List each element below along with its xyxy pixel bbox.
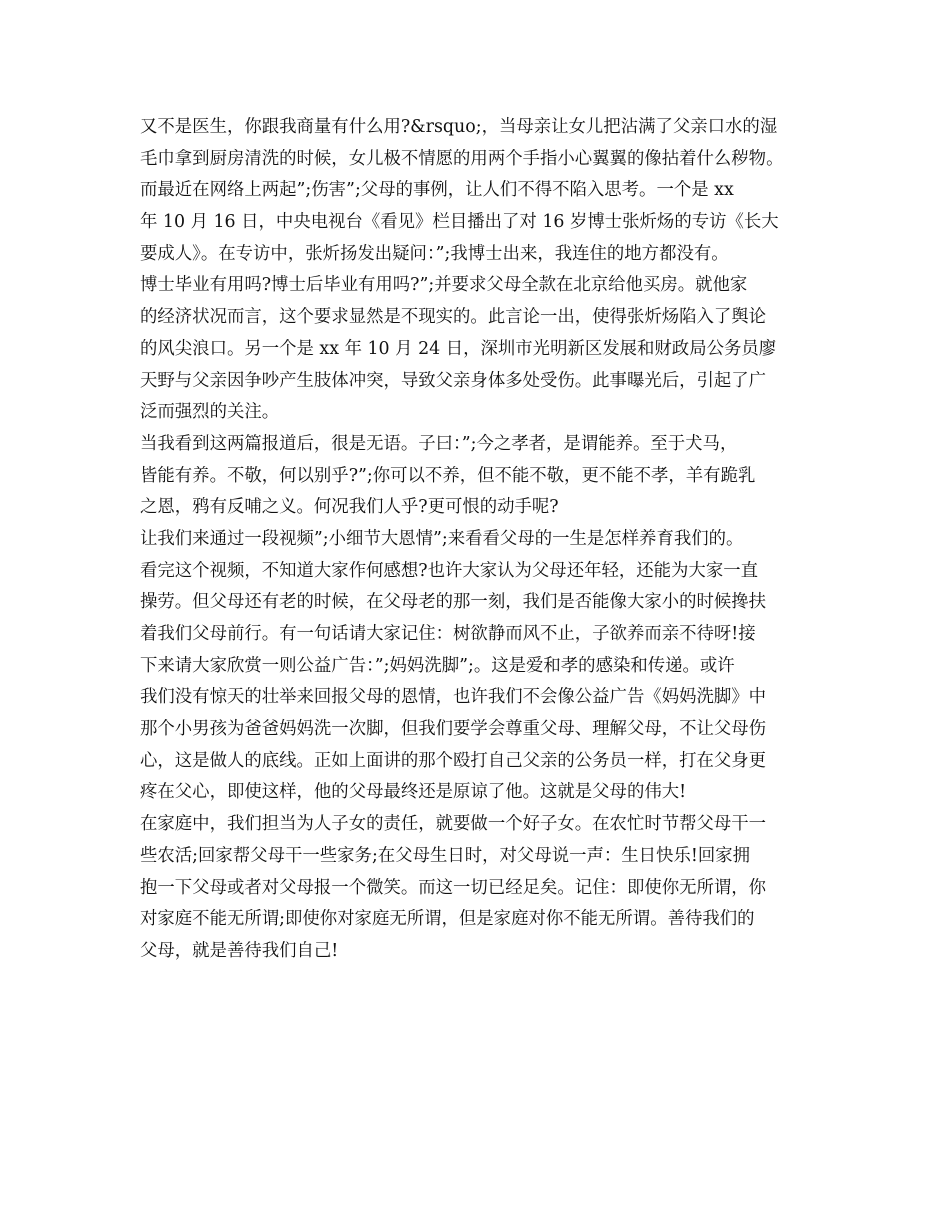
text-line: 而最近在网络上两起”;伤害”;父母的事例，让人们不得不陷入思考。一个是 xx bbox=[140, 180, 734, 201]
text-line: 的经济状况而言，这个要求显然是不现实的。此言论一出，使得张炘炀陷入了舆论 bbox=[140, 307, 767, 328]
text-line: 操劳。但父母还有老的时候，在父母老的那一刻，我们是否能像大家小的时候搀扶 bbox=[140, 592, 767, 613]
text-line: 疼在父心，即使这样，他的父母最终还是原谅了他。这就是父母的伟大! bbox=[140, 782, 687, 803]
text-line: 的风尖浪口。另一个是 xx 年 10 月 24 日，深圳市光明新区发展和财政局公务员廖 bbox=[140, 338, 777, 359]
text-line: 抱一下父母或者对父母报一个微笑。而这一切已经足矣。记住：即使你无所谓，你 bbox=[140, 877, 767, 898]
text-line: 泛而强烈的关注。 bbox=[140, 402, 280, 423]
text-line: 在家庭中，我们担当为人子女的责任，就要做一个好子女。在农忙时节帮父母干一 bbox=[140, 814, 767, 835]
text-line: 毛巾拿到厨房清洗的时候，女儿极不情愿的用两个手指小心翼翼的像拈着什么秽物。 bbox=[140, 148, 784, 169]
text-line: 对家庭不能无所谓;即使你对家庭无所谓，但是家庭对你不能无所谓。善待我们的 bbox=[140, 909, 755, 930]
text-line: 皆能有养。不敬，何以别乎?”;你可以不养，但不能不敬，更不能不孝，羊有跪乳 bbox=[140, 465, 756, 486]
text-line: 父母，就是善待我们自己! bbox=[140, 940, 339, 961]
text-line: 看完这个视频，不知道大家作何感想?也许大家认为父母还年轻，还能为大家一直 bbox=[140, 560, 758, 581]
body-text bbox=[140, 112, 820, 968]
text-line: 着我们父母前行。有一句话请大家记住：树欲静而风不止，子欲养而亲不待呀!接 bbox=[140, 624, 756, 644]
text-line: 又不是医生，你跟我商量有什么用?&rsquo;，当母亲让女儿把沾满了父亲口水的湿 bbox=[140, 117, 778, 137]
text-line: 我们没有惊天的壮举来回报父母的恩情，也许我们不会像公益广告《妈妈洗脚》中 bbox=[140, 687, 767, 708]
text-line: 博士毕业有用吗?博士后毕业有用吗?”;并要求父母全款在北京给他买房。就他家 bbox=[140, 275, 748, 296]
text-line: 当我看到这两篇报道后，很是无语。子曰：”;今之孝者，是谓能养。至于犬马， bbox=[140, 433, 738, 454]
text-line: 心，这是做人的底线。正如上面讲的那个殴打自己父亲的公务员一样，打在父身更 bbox=[140, 750, 767, 771]
text-line: 年 10 月 16 日，中央电视台《看见》栏目播出了对 16 岁博士张炘炀的专访《长大 bbox=[140, 212, 779, 233]
text-line: 让我们来通过一段视频”;小细节大恩情”;来看看父母的一生是怎样养育我们的。 bbox=[140, 528, 744, 549]
text-line: 那个小男孩为爸爸妈妈洗一次脚，但我们要学会尊重父母、理解父母，不让父母伤 bbox=[140, 719, 767, 740]
text-line: 下来请大家欣赏一则公益广告：”;妈妈洗脚”;。这是爱和孝的感染和传递。或许 bbox=[140, 655, 735, 676]
text-line: 之恩，鸦有反哺之义。何况我们人乎?更可恨的动手呢? bbox=[140, 497, 559, 518]
text-line: 些农活;回家帮父母干一些家务;在父母生日时，对父母说一声：生日快乐!回家拥 bbox=[140, 845, 750, 866]
text-line: 要成人》。在专访中，张炘扬发出疑问：”;我博士出来，我连住的地方都没有。 bbox=[140, 243, 729, 264]
text-line: 天野与父亲因争吵产生肢体冲突，导致父亲身体多处受伤。此事曝光后，引起了广 bbox=[140, 370, 767, 391]
